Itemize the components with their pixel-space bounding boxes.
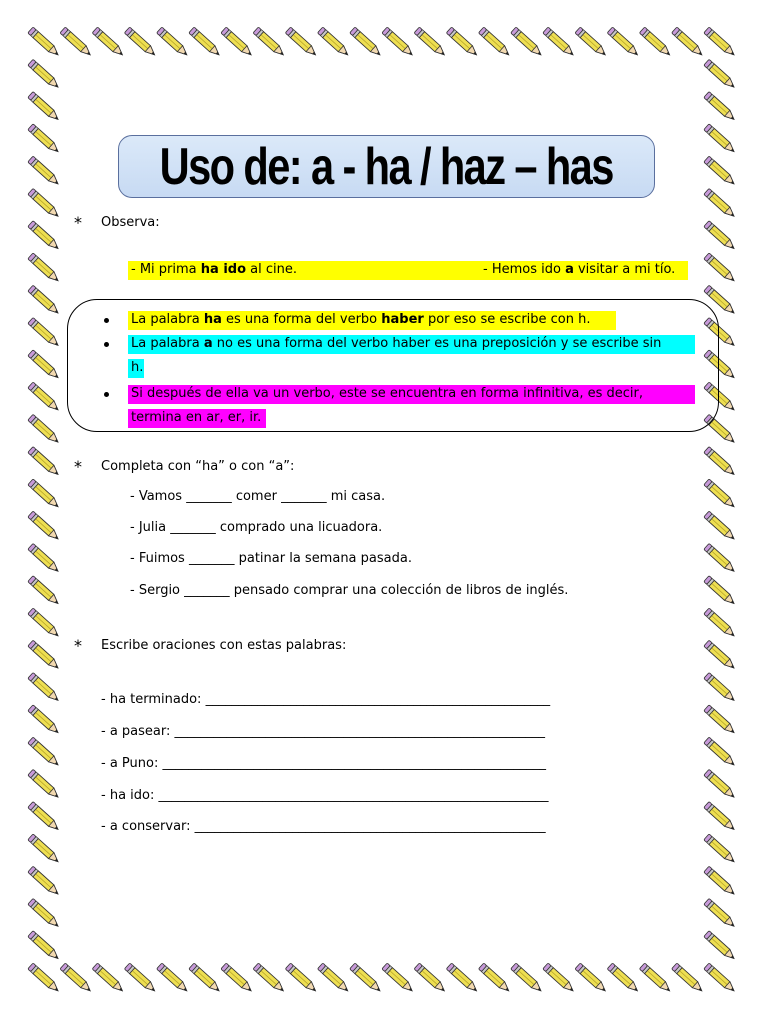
pencil-icon (607, 27, 640, 58)
pencil-icon (704, 608, 737, 639)
pencil-icon (285, 27, 318, 58)
pencil-icon (253, 27, 286, 58)
pencil-icon (28, 350, 61, 381)
pencil-icon (704, 963, 737, 994)
pencil-icon (28, 253, 61, 284)
pencil-icon (704, 27, 737, 58)
pencil-icon (446, 27, 479, 58)
pencil-icon (511, 963, 544, 994)
pencil-icon (639, 963, 672, 994)
pencil-icon (28, 27, 61, 58)
pencil-icon (704, 221, 737, 252)
pencil-icon (28, 543, 61, 574)
pencil-icon (704, 59, 737, 90)
pencil-icon (60, 963, 93, 994)
pencil-icon (253, 963, 286, 994)
pencil-icon (92, 963, 125, 994)
pencil-icon (639, 27, 672, 58)
pencil-icon (28, 447, 61, 478)
sentence-item: - a Puno: ___________________________________________________________ (101, 756, 546, 771)
pencil-icon (28, 866, 61, 897)
rule3-text-cont: termina en ar, er, ir. (131, 410, 262, 425)
pencil-icon (704, 479, 737, 510)
exercise-item: - Vamos _______ comer _______ mi casa. (130, 489, 386, 504)
example-left: - Mi prima ha ido al cine. (131, 262, 297, 277)
section-marker: * (74, 636, 82, 655)
pencil-icon (28, 188, 61, 219)
pencil-icon (28, 382, 61, 413)
pencil-icon (317, 27, 350, 58)
pencil-icon (704, 543, 737, 574)
pencil-icon (543, 27, 576, 58)
pencil-icon (28, 124, 61, 155)
exercise-item: - Julia _______ comprado una licuadora. (130, 520, 383, 535)
pencil-icon (446, 963, 479, 994)
pencil-icon (285, 963, 318, 994)
pencil-icon (28, 317, 61, 348)
sentence-item: - a pasear: _________________________________________________________ (101, 724, 546, 739)
exercise-item: - Fuimos _______ patinar la semana pasada. (130, 551, 412, 566)
pencil-icon (28, 737, 61, 768)
pencil-icon (28, 285, 61, 316)
pencil-icon (28, 608, 61, 639)
pencil-icon (28, 769, 61, 800)
pencil-icon (60, 27, 93, 58)
pencil-icon (704, 253, 737, 284)
pencil-icon (478, 963, 511, 994)
pencil-icon (607, 963, 640, 994)
pencil-icon (672, 27, 705, 58)
pencil-icon (28, 156, 61, 187)
pencil-icon (704, 447, 737, 478)
pencil-icon (28, 511, 61, 542)
pencil-icon (124, 963, 157, 994)
pencil-icon (28, 672, 61, 703)
pencil-icon (704, 672, 737, 703)
pencil-icon (28, 705, 61, 736)
pencil-icon (350, 27, 383, 58)
pencil-icon (704, 92, 737, 123)
pencil-icon (704, 705, 737, 736)
pencil-icon (382, 27, 415, 58)
page-title: Uso de: a - ha / haz – has (159, 137, 614, 196)
sentence-item: - a conservar: ______________________________________________________ (101, 819, 546, 834)
pencil-icon (704, 769, 737, 800)
pencil-icon (221, 963, 254, 994)
pencil-icon (28, 221, 61, 252)
pencil-icon (124, 27, 157, 58)
rule1-text: La palabra ha es una forma del verbo haber por eso se escribe con h. (131, 312, 591, 327)
pencil-icon (382, 963, 415, 994)
pencil-icon (28, 479, 61, 510)
pencil-icon (28, 802, 61, 833)
pencil-icon (704, 576, 737, 607)
pencil-icon (575, 27, 608, 58)
bullet-dot (104, 392, 109, 397)
section-marker: * (74, 457, 82, 476)
example-right: - Hemos ido a visitar a mi tío. (483, 262, 676, 277)
pencil-icon (672, 963, 705, 994)
pencil-icon (28, 931, 61, 962)
pencil-icon (28, 898, 61, 929)
section-marker: * (74, 213, 82, 232)
sentence-item: - ha ido: ____________________________________________________________ (101, 788, 549, 803)
pencil-icon (478, 27, 511, 58)
pencil-icon (189, 27, 222, 58)
pencil-icon (28, 576, 61, 607)
pencil-icon (28, 414, 61, 445)
pencil-icon (704, 124, 737, 155)
pencil-icon (92, 27, 125, 58)
pencil-icon (28, 640, 61, 671)
pencil-icon (704, 802, 737, 833)
pencil-icon (350, 963, 383, 994)
pencil-icon (28, 59, 61, 90)
pencil-icon (414, 27, 447, 58)
pencil-icon (221, 27, 254, 58)
rule2-text-cont: h. (131, 360, 144, 375)
pencil-icon (704, 156, 737, 187)
pencil-icon (511, 27, 544, 58)
rule2-text: La palabra a no es una forma del verbo haber es una preposición y se escribe sin (131, 336, 662, 351)
pencil-icon (543, 963, 576, 994)
sentence-item: - ha terminado: _____________________________________________________ (101, 692, 551, 707)
pencil-icon (704, 898, 737, 929)
pencil-icon (157, 27, 190, 58)
pencil-icon (704, 511, 737, 542)
pencil-icon (704, 866, 737, 897)
bullet-dot (104, 318, 109, 323)
pencil-icon (28, 92, 61, 123)
pencil-icon (28, 834, 61, 865)
pencil-icon (704, 931, 737, 962)
bullet-dot (104, 342, 109, 347)
pencil-icon (317, 963, 350, 994)
rule3-text: Si después de ella va un verbo, este se encuentra en forma infinitiva, es decir, (131, 386, 644, 401)
pencil-icon (28, 963, 61, 994)
pencil-icon (575, 963, 608, 994)
section-label-escribe: Escribe oraciones con estas palabras: (101, 638, 347, 653)
pencil-icon (704, 737, 737, 768)
pencil-icon (414, 963, 447, 994)
pencil-icon (704, 188, 737, 219)
pencil-icon (157, 963, 190, 994)
title-banner (118, 135, 655, 198)
pencil-icon (704, 640, 737, 671)
pencil-icon (189, 963, 222, 994)
section-label-observa: Observa: (101, 215, 160, 230)
pencil-icon (704, 834, 737, 865)
section-label-completa: Completa con “ha” o con “a”: (101, 459, 295, 474)
exercise-item: - Sergio _______ pensado comprar una colección de libros de inglés. (130, 583, 569, 598)
